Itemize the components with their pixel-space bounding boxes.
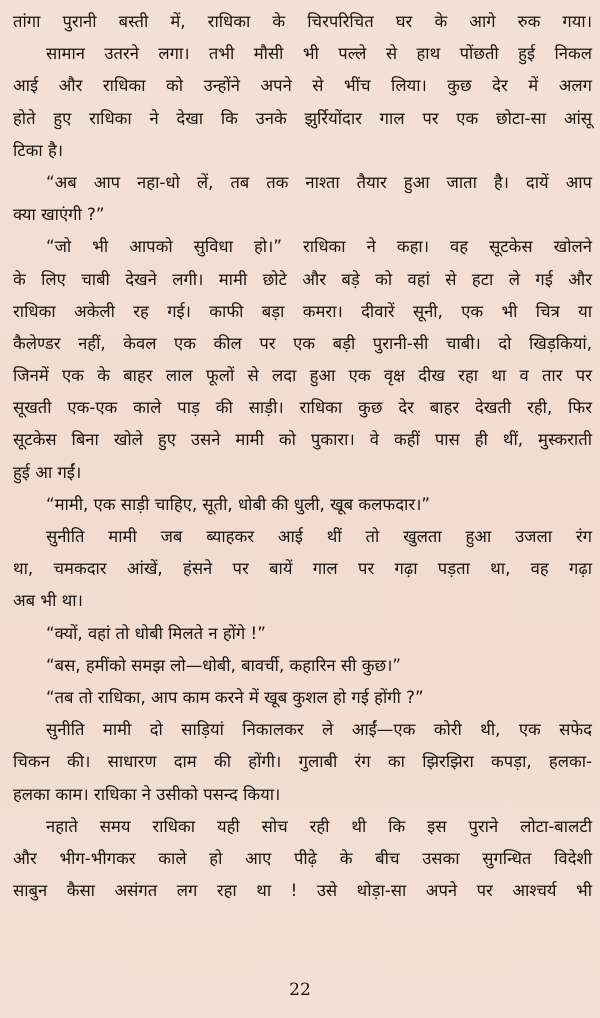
text-line: जिनमें एक के बाहर लाल फूलों से लदा हुआ एक वृक्ष दीख रहा था व तार पर	[13, 366, 592, 386]
text-line: “बस, हमींको समझ लो—धोबी, बावर्ची, कहारिन सी कुछ।”	[46, 655, 401, 675]
text-line: हलका काम। राधिका ने उसीको पसन्द किया।	[13, 784, 281, 804]
text-line: “अब आप नहा-धो लें, तब तक नाश्ता तैयार हुआ जाता है। दायें आप	[46, 172, 592, 192]
text-line: सुनीति मामी जब ब्याहकर आई थीं तो खुलता हुआ उजला रंग	[46, 527, 592, 546]
text-line: कैलेण्डर नहीं, केवल एक कील पर एक बड़ी पुरानी-सी चाबी। दो खिड़कियां,	[13, 333, 592, 353]
text-line: होते हुए राधिका ने देखा कि उनके झुर्रियोंदार गाल पर एक छोटा-सा आंसू	[13, 108, 592, 128]
text-line: सूखती एक-एक काले पाड़ की साड़ी। राधिका कुछ देर बाहर देखती रही, फिर	[13, 398, 592, 418]
text-line: तांगा पुरानी बस्ती में, राधिका के चिरपरिचित घर के आगे रुक गया।	[13, 12, 592, 31]
text-line: सूटकेस बिना खोले हुए उसने मामी को पुकारा। वे कहीं पास ही थीं, मुस्कराती	[13, 430, 592, 450]
text-line: सामान उतरने लगा। तभी मौसी भी पल्ले से हाथ पोंछती हुई निकल	[46, 44, 592, 64]
text-line: “जो भी आपको सुविधा हो।” राधिका ने कहा। वह सूटकेस खोलने	[46, 237, 592, 257]
text-line: “तब तो राधिका, आप काम करने में खूब कुशल हो गई होंगी ?”	[46, 687, 424, 707]
text-line: अब भी था।	[13, 591, 83, 611]
page-number: 22	[289, 980, 311, 1000]
text-line: था, चमकदार आंखें, हंसने पर बायें गाल पर गढ़ा पड़ता था, वह गढ़ा	[13, 559, 592, 579]
text-line: हुई आ गईं।	[13, 462, 82, 482]
text-line: क्या खाएंगी ?”	[13, 205, 105, 225]
text-line: और भीग-भीगकर काले हो आए पीढ़े के बीच उसका सुगन्धित विदेशी	[13, 848, 592, 868]
text-line: साबुन कैसा असंगत लग रहा था ! उसे थोड़ा-सा अपने पर आश्चर्य भी	[13, 881, 592, 901]
text-line: सुनीति मामी दो साड़ियां निकालकर ले आईं—एक कोरी थी, एक सफेद	[46, 720, 592, 740]
text-line: “मामी, एक साड़ी चाहिए, सूती, धोबी की धुली, खूब कलफदार।”	[46, 494, 431, 514]
text-line: राधिका अकेली रह गई। काफी बड़ा कमरा। दीवारें सूनी, एक भी चित्र या	[13, 301, 592, 321]
text-line: के लिए चाबी देखने लगी। मामी छोटे और बड़े को वहां से हटा ले गई और	[13, 269, 592, 289]
text-line: आई और राधिका को उन्होंने अपने से भींच लिया। कुछ देर में अलग	[13, 76, 592, 96]
text-line: “क्यों, वहां तो धोबी मिलते न होंगे !”	[46, 623, 266, 643]
text-line: टिका है।	[13, 140, 64, 160]
page-text	[0, 6, 600, 907]
text-line: चिकन की। साधारण दाम की होंगी। गुलाबी रंग का झिरझिरा कपड़ा, हलका-	[13, 752, 592, 772]
text-line: नहाते समय राधिका यही सोच रही थी कि इस पुराने लोटा-बालटी	[46, 816, 592, 836]
